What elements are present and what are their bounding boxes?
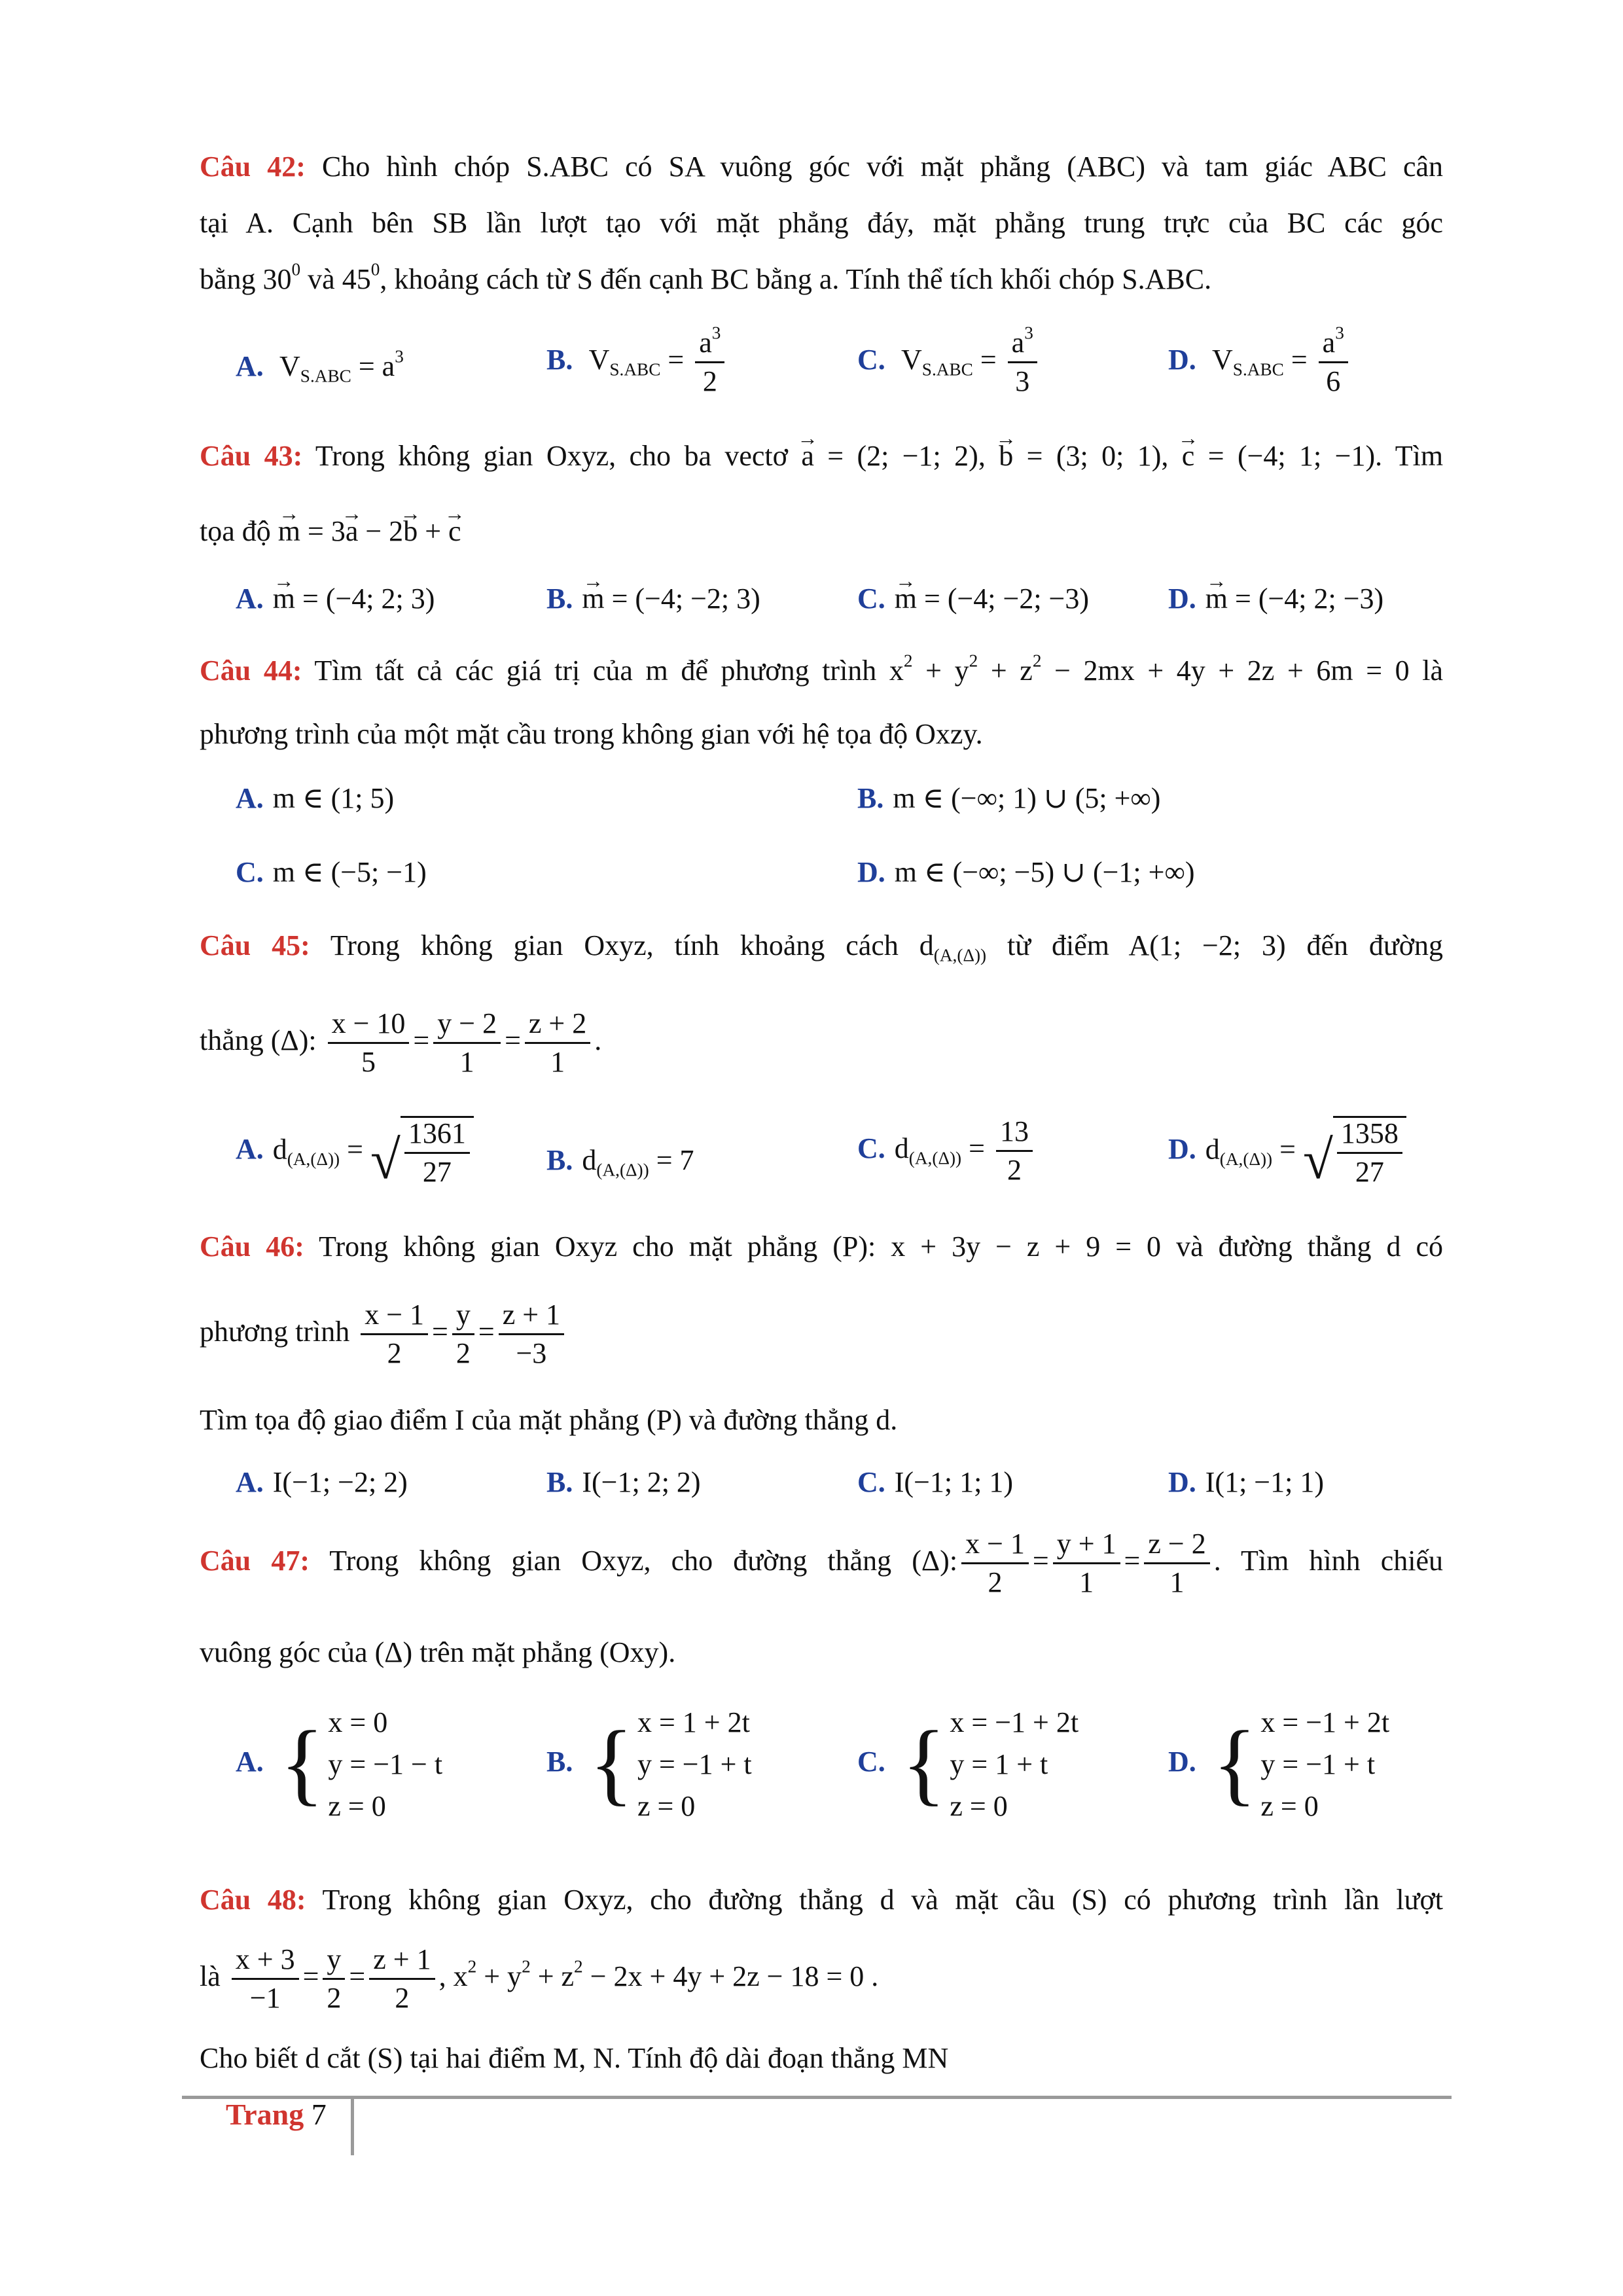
page-number: Trang 7	[226, 2098, 327, 2131]
q43-line1: Câu 43: Trong không gian Oxyz, cho ba vectơ → a = (2; −1; 2), → b = (3; 0; 1), → c = (−4; 1; −1). Tìm	[200, 440, 1443, 473]
q44-option-c: C. m ∈ (−5; −1)	[236, 856, 427, 888]
q46-option-b: B. I(−1; 2; 2)	[546, 1466, 701, 1498]
q48-line3: Cho biết d cắt (S) tại hai điểm M, N. Tính độ dài đoạn thẳng MN	[200, 2042, 949, 2074]
q47-line2: vuông góc của (Δ) trên mặt phẳng (Oxy).	[200, 1636, 676, 1668]
q44-line2: phương trình của một mặt cầu trong không gian với hệ tọa độ Oxzy.	[200, 718, 983, 750]
q46-line3: Tìm tọa độ giao điểm I của mặt phẳng (P) và đường thẳng d.	[200, 1404, 898, 1436]
q42-option-b: B. $V_{S.ABC}$ = $\frac{a^3}{2}$	[546, 327, 728, 398]
footer-divider	[351, 2099, 354, 2155]
q46-option-a: A. I(−1; −2; 2)	[236, 1466, 408, 1498]
q46-line1: Câu 46: Trong không gian Oxyz cho mặt phẳng (P): x + 3y − z + 9 = 0 và đường thẳng d có	[200, 1230, 1444, 1263]
q43-option-d: D.→ m = (−4; 2; −3)	[1168, 583, 1383, 616]
q47-option-a: A. { x = 0 y = −1 − t z = 0	[236, 1706, 443, 1822]
q45-line2: thẳng (Δ): $\frac{x - 10}{5}$ = $\frac{y - 2}{1}$ = $\frac{z + 2}{1}$ .	[200, 1007, 602, 1079]
q42-option-a: A. $V_{S.ABC} = a^3$	[236, 346, 404, 386]
q42-option-c: C. $V_{S.ABC}$ = $\frac{a^3}{3}$	[857, 327, 1041, 398]
q42-line1: Câu 42: Cho hình chóp S.ABC có SA vuông góc với mặt phẳng (ABC) và tam giác ABC cân	[200, 151, 1444, 183]
q47-option-b: B. { x = 1 + 2t y = −1 + t z = 0	[546, 1706, 752, 1822]
q46-option-d: D. I(1; −1; 1)	[1168, 1466, 1325, 1498]
q42-option-d: D. $V_{S.ABC}$ = $\frac{a^3}{6}$	[1168, 327, 1352, 398]
q45-option-b: B. $d_{(A,(\Delta))} = 7$	[546, 1144, 694, 1180]
q48-line1: Câu 48: Trong không gian Oxyz, cho đường thẳng d và mặt cầu (S) có phương trình lần lượt	[200, 1884, 1443, 1916]
q42-line3: bằng $30^0$ và $45^0$, khoảng cách từ S đến cạnh BC bằng a. Tính thể tích khối chóp S.ABC.	[200, 259, 1212, 295]
q47-option-d: D. { x = −1 + 2t y = −1 + t z = 0	[1168, 1706, 1390, 1822]
q43-option-b: B.→ m = (−4; −2; 3)	[546, 583, 760, 616]
q43-line2: tọa độ → m = 3→ a − 2→ b + → c	[200, 515, 1443, 548]
q44-line1: Câu 44: Tìm tất cả các giá trị của m để phương trình $x^2 + y^2 + z^2 - 2mx + 4y + 2z + 6m = 0$ là	[200, 651, 1444, 687]
q44-option-a: A. m ∈ (1; 5)	[236, 782, 395, 814]
q43-option-c: C.→ m = (−4; −2; −3)	[857, 583, 1089, 616]
q47-line1: Câu 47: Trong không gian Oxyz, cho đường thẳng (Δ): $\frac{x - 1}{2}$ = $\frac{y + 1}{1}$ = $\frac{z - 2}{1}$ . Tìm hình chiếu	[200, 1528, 1443, 1599]
q45-option-d: D. $d_{(A,(\Delta))}$ = √ $\frac{1358}{27}$	[1168, 1116, 1406, 1189]
q42-b-fraction: $\frac{a^3}{2}$	[695, 327, 724, 398]
q44-option-d: D. m ∈ (−∞; −5) ∪ (−1; +∞)	[857, 856, 1195, 888]
footer-rule	[182, 2096, 1452, 2099]
q48-line2: là $\frac{x + 3}{-1}$ = $\frac{y}{2}$ = $\frac{z + 1}{2}$ , $x^2 + y^2 + z^2 - 2x + 4y + 2z - 18 = 0$ .	[200, 1943, 879, 2015]
q42-d-fraction: $\frac{a^3}{6}$	[1319, 327, 1348, 398]
q45-line1: Câu 45: Trong không gian Oxyz, tính khoảng cách $d_{(A,(\Delta))}$ từ điểm A(1; −2; 3) đến đường	[200, 929, 1444, 965]
sqrt-symbol: √ $\frac{1361}{27}$	[370, 1116, 474, 1189]
q46-option-c: C. I(−1; 1; 1)	[857, 1466, 1014, 1498]
q47-option-c: C. { x = −1 + 2t y = 1 + t z = 0	[857, 1706, 1079, 1822]
q45-option-c: C. $d_{(A,(\Delta))}$ = $\frac{13}{2}$	[857, 1116, 1037, 1187]
sqrt-symbol: √ $\frac{1358}{27}$	[1303, 1116, 1406, 1189]
q42-label: Câu 42:	[200, 151, 306, 183]
q45-option-a: A. $d_{(A,(\Delta))}$ = √ $\frac{1361}{27}$	[236, 1116, 474, 1189]
q44-option-b: B. m ∈ (−∞; 1) ∪ (5; +∞)	[857, 782, 1161, 814]
q43-option-a: A.→ m = (−4; 2; 3)	[236, 583, 435, 616]
q42-c-fraction: $\frac{a^3}{3}$	[1008, 327, 1037, 398]
q46-line2: phương trình $\frac{x - 1}{2}$ = $\frac{y}{2}$ = $\frac{z + 1}{-3}$	[200, 1299, 1443, 1370]
q42-line2: tại A. Cạnh bên SB lần lượt tạo với mặt phẳng đáy, mặt phẳng trung trực của BC các góc	[200, 207, 1443, 239]
